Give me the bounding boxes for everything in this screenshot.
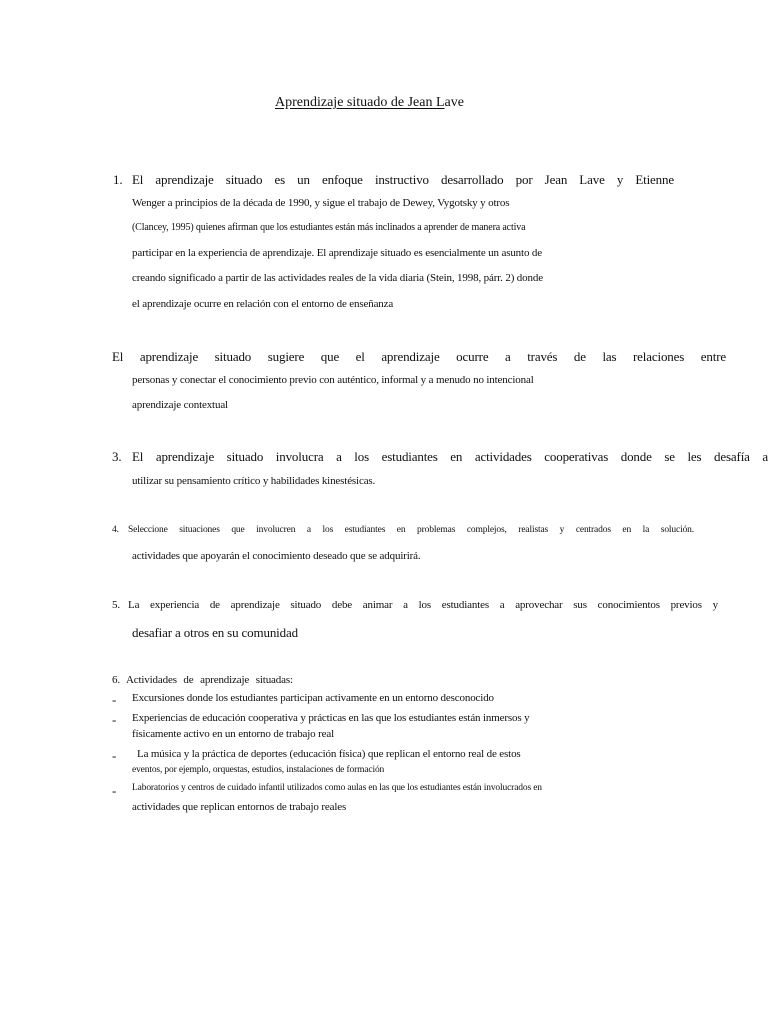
item6-bullet-3-line-2: eventos, por ejemplo, orquestas, estudios, instalaciones de formación: [132, 765, 385, 775]
item1-line-1: El aprendizaje situado es un enfoque instructivo desarrollado por Jean Lave y Etienne: [132, 172, 674, 187]
item6-heading: 6. Actividades de aprendizaje situadas:: [112, 674, 293, 686]
document-title: [275, 96, 464, 110]
title-underlined: Aprendizaje situado de Jean L: [275, 95, 445, 110]
item1-number: 1.: [113, 172, 123, 187]
item2-line-3: aprendizaje contextual: [132, 399, 228, 411]
item5-line-1: La experiencia de aprendizaje situado debe animar a los estudiantes a aprovechar sus conocimientos previos y: [128, 599, 718, 611]
bullet-dash-3: -: [112, 748, 117, 763]
item3-line-2: utilizar su pensamiento crítico y habilidades kinestésicas.: [132, 475, 376, 487]
item2-line-1: El aprendizaje situado sugiere que el aprendizaje ocurre a través de las relaciones entre: [112, 349, 726, 364]
item1-line-6: el aprendizaje ocurre en relación con el entorno de enseñanza: [132, 298, 394, 310]
item1-line-3: (Clancey, 1995) quienes afirman que los estudiantes están más inclinados a aprender de manera activa: [132, 222, 526, 233]
item2-line-2: personas y conectar el conocimiento previo con auténtico, informal y a menudo no intencional: [132, 374, 534, 386]
item3-line-1: El aprendizaje situado involucra a los estudiantes en actividades cooperativas donde se les desafía a: [132, 449, 768, 464]
item6-bullet-4-line-2: actividades que replican entornos de trabajo reales: [132, 801, 347, 813]
bullet-dash-1: -: [112, 692, 117, 707]
item5-line-2: desafiar a otros en su comunidad: [132, 625, 298, 640]
item5-number: 5.: [112, 599, 120, 611]
bullet-dash-4: -: [112, 783, 117, 798]
title-rest: ave: [444, 95, 464, 110]
item1-line-4: participar en la experiencia de aprendizaje. El aprendizaje situado es esencialmente un asunto de: [132, 247, 542, 259]
item6-bullet-4-line-1: Laboratorios y centros de cuidado infantil utilizados como aulas en las que los estudiantes están involucrados en: [132, 783, 542, 793]
bullet-dash-2: -: [112, 712, 117, 727]
item6-bullet-2-line-2: físicamente activo en un entorno de trabajo real: [132, 728, 335, 740]
item4-line-2: actividades que apoyarán el conocimiento deseado que se adquirirá.: [132, 550, 421, 562]
item1-line-2: Wenger a principios de la década de 1990, y sigue el trabajo de Dewey, Vygotsky y otros: [132, 197, 510, 209]
item6-bullet-1-line-1: Excursiones donde los estudiantes participan activamente en un entorno desconocido: [132, 692, 494, 704]
item3-number: 3.: [112, 449, 122, 464]
item6-bullet-3-line-1: La música y la práctica de deportes (educación física) que replican el entorno real de estos: [137, 748, 521, 760]
item4-line-1: Seleccione situaciones que involucren a los estudiantes en problemas complejos, realistas y centrados en la solución.: [128, 525, 694, 535]
item4-number: 4.: [112, 525, 119, 535]
item1-line-5: creando significado a partir de las actividades reales de la vida diaria (Stein, 1998, párr. 2) donde: [132, 272, 543, 284]
item6-bullet-2-line-1: Experiencias de educación cooperativa y prácticas en las que los estudiantes están inmersos y: [132, 712, 530, 724]
